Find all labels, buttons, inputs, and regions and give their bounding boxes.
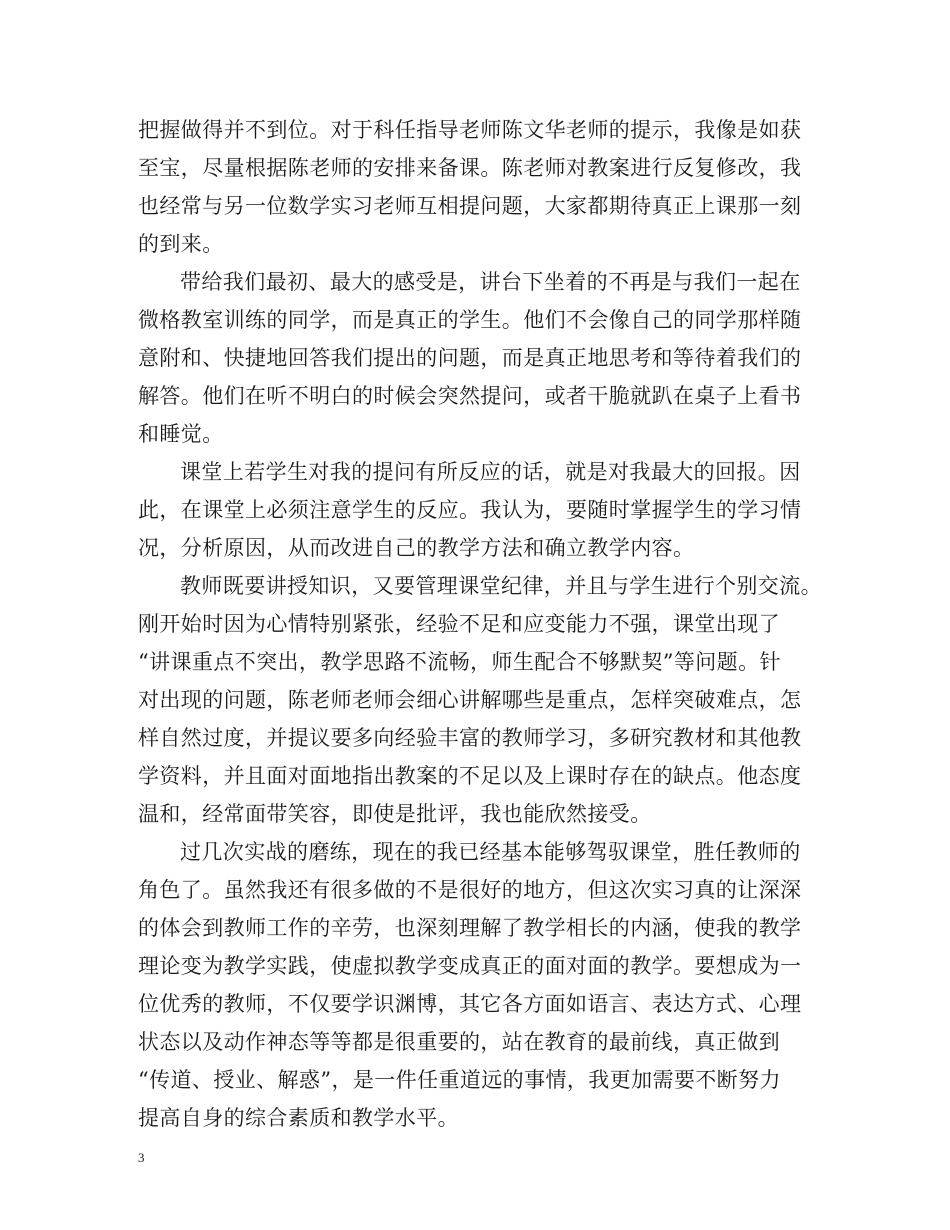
paragraph-first-line: 课堂上若学生对我的提问有所反应的话，就是对我最大的回报。因 (180, 460, 801, 484)
paragraph-first-line: 带给我们最初、最大的感受是，讲台下坐着的不再是与我们一起在 (180, 270, 801, 294)
text-line: 刚开始时因为心情特别紧张，经验不足和应变能力不强，课堂出现了 (138, 612, 780, 636)
page-number: 3 (138, 1150, 145, 1165)
text-line: 提高自身的综合素质和教学水平。 (138, 1106, 459, 1130)
text-line: 微格教室训练的同学，而是真正的学生。他们不会像自己的同学那样随 (138, 308, 802, 332)
text-line: 对出现的问题，陈老师老师会细心讲解哪些是重点，怎样突破难点，怎 (138, 688, 802, 712)
text-line: 温和，经常面带笑容，即使是批评，我也能欣然接受。 (138, 802, 652, 826)
text-line: “讲课重点不突出，教学思路不流畅，师生配合不够默契”等问题。针 (138, 650, 781, 674)
text-line: 的体会到教师工作的辛劳，也深刻理解了教学相长的内涵，使我的教学 (138, 916, 802, 940)
text-line: 解答。他们在听不明白的时候会突然提问，或者干脆就趴在桌子上看书 (138, 384, 802, 408)
text-line: 学资料，并且面对面地指出教案的不足以及上课时存在的缺点。他态度 (138, 764, 802, 788)
text-line: 位优秀的教师，不仅要学识渊博，其它各方面如语言、表达方式、心理 (138, 992, 802, 1016)
text-line: 此，在课堂上必须注意学生的反应。我认为，要随时掌握学生的学习情 (138, 498, 802, 522)
text-line: 状态以及动作神态等等都是很重要的，站在教育的最前线，真正做到 (138, 1030, 780, 1054)
text-line: “传道、授业、解惑”，是一件任重道远的事情，我更加需要不断努力 (138, 1068, 781, 1092)
text-line: 把握做得并不到位。对于科任指导老师陈文华老师的提示，我像是如获 (138, 118, 802, 142)
text-line: 样自然过度，并提议要多向经验丰富的教师学习，多研究教材和其他教 (138, 726, 802, 750)
paragraph-first-line: 教师既要讲授知识，又要管理课堂纪律，并且与学生进行个别交流。 (180, 574, 822, 598)
text-line: 也经常与另一位数学实习老师互相提问题，大家都期待真正上课那一刻 (138, 194, 802, 218)
text-line: 理论变为教学实践，使虚拟教学变成真正的面对面的教学。要想成为一 (138, 954, 802, 978)
text-line: 和睡觉。 (138, 422, 224, 446)
text-line: 况，分析原因，从而改进自己的教学方法和确立教学内容。 (138, 536, 695, 560)
paragraph-first-line: 过几次实战的磨练，现在的我已经基本能够驾驭课堂，胜任教师的 (180, 840, 801, 864)
text-line: 意附和、快捷地回答我们提出的问题，而是真正地思考和等待着我们的 (138, 346, 802, 370)
text-line: 的到来。 (138, 232, 224, 256)
text-line: 至宝，尽量根据陈老师的安排来备课。陈老师对教案进行反复修改，我 (138, 156, 802, 180)
text-line: 角色了。虽然我还有很多做的不是很好的地方，但这次实习真的让深深 (138, 878, 802, 902)
